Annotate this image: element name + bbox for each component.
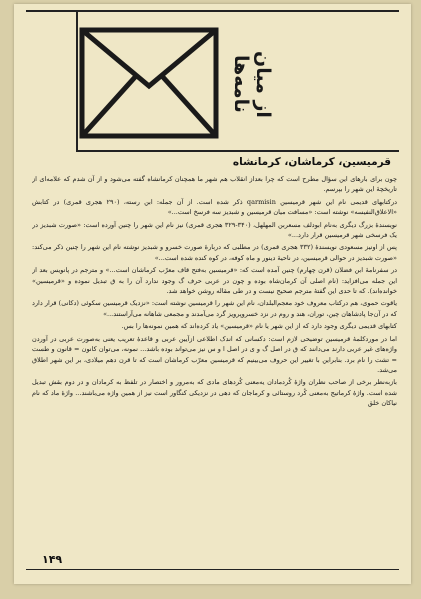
paragraph: چون برای بارهای این سؤال مطرح است که چرا بعداز انقلاب هم شهر ما همچنان کرمانشاه گفته می‌شود و از آن شدم که علامه‌ای از تاریخچهٔ این شهر را بپرسم.	[32, 175, 397, 194]
paragraph: پس از اونیز مسعودی نویسندهٔ (۳۳۲ هجری قمری) در مطلبی که دربارهٔ صورت خسرو و شبدیز نوشته نام این شهر را چنین ذکر می‌کند: «صورت شبدیز در حوالی قرمیسین، در ناحیهٔ دینور و ماه کوفه، در کوه کنده شده است...»	[32, 243, 397, 262]
paragraph: در سفرنامهٔ ابن فضلان (قرن چهارم) چنین آمده است که: «قرمیسین به‌فتح قاف معرّب کرماشان است...» و مترجم در پانویس بعد از این جمله می‌افزاید: (نام اصلی آن کرمان‌شاه بوده و چون در عربی حرف گ وجود ندارد آن را به ق تبدیل نموده و «قرمیسین» خوانده‌اند). که تا حدی این گفتهٔ مترجم صحیح نیست و در طی مقاله روشن خواهد شد.	[32, 266, 397, 296]
envelope-icon	[74, 24, 224, 142]
paragraph: نویسندهٔ بزرگ دیگری به‌نام ابودلف مسعربن المهلهل، (۳۴۰-۳۲۹ هجری قمری) نیز نام این شهر را چنین آورده است: «صورت شبدیز در یک فرسخی شهر قرمیسین قرار دارد...»	[32, 220, 397, 240]
article-body	[32, 174, 397, 534]
top-rule	[26, 10, 399, 12]
paragraph: کتابهای قدیمی دیگری وجود دارد که از این شهر یا نام «قرمیسین» یاد کرده‌اند که همین نمونه‌ها را بس.	[121, 322, 397, 331]
bottom-rule	[26, 569, 399, 570]
header-bottom-rule	[76, 150, 399, 152]
page-number: ۱۴۹	[42, 553, 63, 566]
paragraph: اما در موردکلمهٔ قرمیسین توضیحی لازم است: دکسانی که اندک اطلاعی ازآیین عربی و قاعدهٔ تعریب یعنی به‌صورت عربی در آوردن واژه‌های غیر عربی دارند می‌دانند که ق در اصل گ و ی در اصل ا و س نیز می‌تواند بوده باشد... نمونه، می‌توان کانون = قانون و طست = تشت را نام برد. بنابراین با تغییر این حروف می‌بینیم که قرمیسین معرّب کرماشان است که تا قرن دهم میلادی‌، بر این شهر اطلاق می‌شد.	[32, 334, 397, 374]
paragraph: بازبه‌نظر برخی از صاحب نظران واژهٔ کُردمادان یه‌معنی کُردهای مادی که به‌مرور و اختصار در تلفظ به کرمادان و در دوم بقش تبدیل شده است. واژهٔ کرماتیج به‌معنی کُرد روستائی و کرماجان که دهی در نزدیکی کنگاور است نیز از همین واژه می‌باشند... واژهٔ ماد که نام نیاکان خلق	[32, 378, 397, 408]
paragraph: درکتابهای قدیمی نام این شهر قرمیسین qarmisin ذکر شده است. از آن جمله: ابن رسته، (۲۹۰ هجری قمری) در کتابش «الاعلاق‌النفیسه» نوشته است: «مسافت میان قرمیسین و شبدیز سه فرسخ است...»	[32, 197, 397, 217]
paragraph: یاقوت حموی، هم درکتاب معروف خود معجم‌البلدان، نام این شهر را قرمیسین نوشته است: «نزدیک قرمیسین سکوئی (دکانی) قرار دارد که در آن‌جا پادشاهان چین، توران، هند و روم در نزد خسروپرویز گرد می‌آمدند و مجمعی شاهانه می‌آراستند...»	[32, 299, 397, 318]
section-title: از میان نامه‌ها	[230, 50, 274, 118]
document-page	[14, 4, 411, 584]
article-title: قرمیسین، کرماشان، کرمانشاه	[232, 156, 391, 168]
